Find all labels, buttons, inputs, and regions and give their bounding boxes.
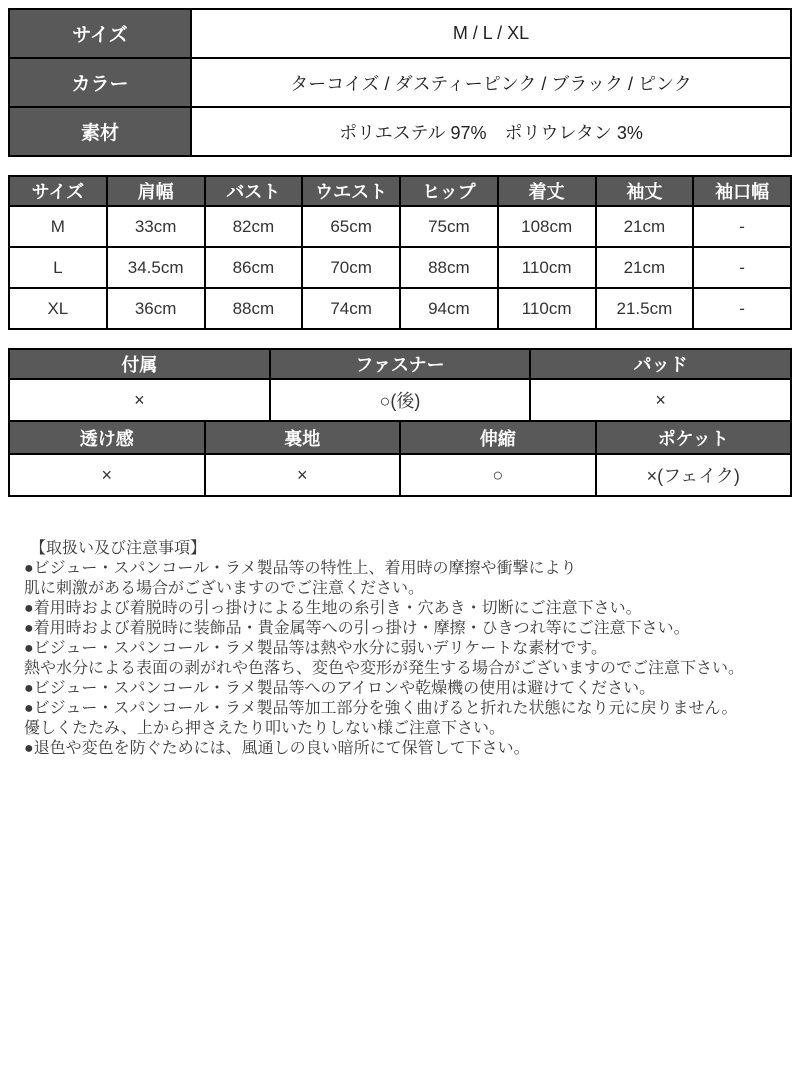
feature-header-cell: パッド bbox=[530, 349, 791, 379]
size-chart-cell: - bbox=[693, 247, 791, 288]
size-chart-cell: 75cm bbox=[400, 206, 498, 247]
size-chart-header-cell: 袖丈 bbox=[596, 176, 694, 206]
feature-value-cell: ○ bbox=[400, 454, 596, 496]
size-chart-cell: L bbox=[9, 247, 107, 288]
note-line: ●ビジュー・スパンコール・ラメ製品等加工部分を強く曲げると折れた状態になり元に戻りません。 bbox=[24, 700, 738, 717]
size-chart-cell: 110cm bbox=[498, 288, 596, 329]
table-row bbox=[9, 58, 791, 107]
note-line: ●着用時および着脱時に装飾品・貴金属等への引っ掛け・摩擦・ひきつれ等にご注意下さい。 bbox=[24, 620, 690, 637]
feature-header-cell: 付属 bbox=[9, 349, 270, 379]
note-line: 熱や水分による表面の剥がれや色落ち、変色や変形が発生する場合がございますのでご注意下さい。 bbox=[24, 660, 745, 677]
size-chart-row-l bbox=[9, 247, 791, 288]
info-label-size: サイズ bbox=[9, 9, 191, 58]
size-chart-cell: 36cm bbox=[107, 288, 205, 329]
size-chart-header-cell: 着丈 bbox=[498, 176, 596, 206]
note-line: ●ビジュー・スパンコール・ラメ製品等へのアイロンや乾燥機の使用は避けてください。 bbox=[24, 680, 656, 697]
size-chart-header-row bbox=[9, 176, 791, 206]
notes-section bbox=[24, 539, 800, 759]
feature-value-cell: ○(後) bbox=[270, 379, 531, 421]
feature-header-cell: 裏地 bbox=[205, 421, 401, 454]
info-value-material: ポリエステル 97% ポリウレタン 3% bbox=[191, 107, 791, 156]
feature-value-row bbox=[9, 454, 791, 496]
product-info-table bbox=[8, 8, 792, 157]
size-chart-header-cell: ヒップ bbox=[400, 176, 498, 206]
size-chart-cell: 70cm bbox=[302, 247, 400, 288]
size-chart-cell: M bbox=[9, 206, 107, 247]
size-chart-cell: 108cm bbox=[498, 206, 596, 247]
size-chart-cell: XL bbox=[9, 288, 107, 329]
size-chart-cell: 86cm bbox=[205, 247, 303, 288]
feature-header-cell: ファスナー bbox=[270, 349, 531, 379]
feature-header-cell: 伸縮 bbox=[400, 421, 596, 454]
note-line: 肌に刺激がある場合がございますのでご注意ください。 bbox=[24, 580, 425, 597]
feature-value-cell: × bbox=[530, 379, 791, 421]
size-chart-header-cell: 肩幅 bbox=[107, 176, 205, 206]
size-chart-cell: 65cm bbox=[302, 206, 400, 247]
feature-header-cell: ポケット bbox=[596, 421, 792, 454]
info-value-size: M / L / XL bbox=[191, 9, 791, 58]
feature-value-cell: × bbox=[205, 454, 401, 496]
feature-value-cell: × bbox=[9, 379, 270, 421]
feature-value-cell: × bbox=[9, 454, 205, 496]
feature-value-row bbox=[9, 379, 791, 421]
size-chart-cell: 94cm bbox=[400, 288, 498, 329]
size-chart-cell: - bbox=[693, 288, 791, 329]
size-chart-row-m bbox=[9, 206, 791, 247]
size-chart-cell: - bbox=[693, 206, 791, 247]
size-chart-cell: 21.5cm bbox=[596, 288, 694, 329]
feature-header-cell: 透け感 bbox=[9, 421, 205, 454]
size-chart-header-cell: サイズ bbox=[9, 176, 107, 206]
note-line: 優しくたたみ、上から押さえたり叩いたりしない様ご注意下さい。 bbox=[24, 720, 505, 737]
note-line: ●着用時および着脱時の引っ掛けによる生地の糸引き・穴あき・切断にご注意下さい。 bbox=[24, 600, 642, 617]
table-row bbox=[9, 9, 791, 58]
feature-value-cell: ×(フェイク) bbox=[596, 454, 792, 496]
size-chart-cell: 34.5cm bbox=[107, 247, 205, 288]
note-line: ●ビジュー・スパンコール・ラメ製品等の特性上、着用時の摩擦や衝撃により bbox=[24, 560, 577, 577]
size-chart-cell: 33cm bbox=[107, 206, 205, 247]
feature-table-2 bbox=[8, 420, 792, 497]
info-value-color: ターコイズ / ダスティーピンク / ブラック / ピンク bbox=[191, 58, 791, 107]
notes-title: 【取扱い及び注意事項】 bbox=[30, 540, 207, 557]
table-row bbox=[9, 107, 791, 156]
size-chart-cell: 88cm bbox=[400, 247, 498, 288]
feature-header-row bbox=[9, 421, 791, 454]
size-chart-cell: 21cm bbox=[596, 247, 694, 288]
size-chart-header-cell: バスト bbox=[205, 176, 303, 206]
size-chart-header-cell: ウエスト bbox=[302, 176, 400, 206]
size-chart-cell: 74cm bbox=[302, 288, 400, 329]
feature-table-1 bbox=[8, 348, 792, 422]
size-chart-cell: 88cm bbox=[205, 288, 303, 329]
size-chart-cell: 21cm bbox=[596, 206, 694, 247]
note-line: ●ビジュー・スパンコール・ラメ製品等は熱や水分に弱いデリケートな素材です。 bbox=[24, 640, 607, 657]
info-label-color: カラー bbox=[9, 58, 191, 107]
size-chart-cell: 82cm bbox=[205, 206, 303, 247]
size-chart-row-xl bbox=[9, 288, 791, 329]
size-chart-table bbox=[8, 175, 792, 330]
size-chart-cell: 110cm bbox=[498, 247, 596, 288]
info-label-material: 素材 bbox=[9, 107, 191, 156]
feature-header-row bbox=[9, 349, 791, 379]
size-chart-header-cell: 袖口幅 bbox=[693, 176, 791, 206]
note-line: ●退色や変色を防ぐためには、風通しの良い暗所にて保管して下さい。 bbox=[24, 740, 530, 757]
